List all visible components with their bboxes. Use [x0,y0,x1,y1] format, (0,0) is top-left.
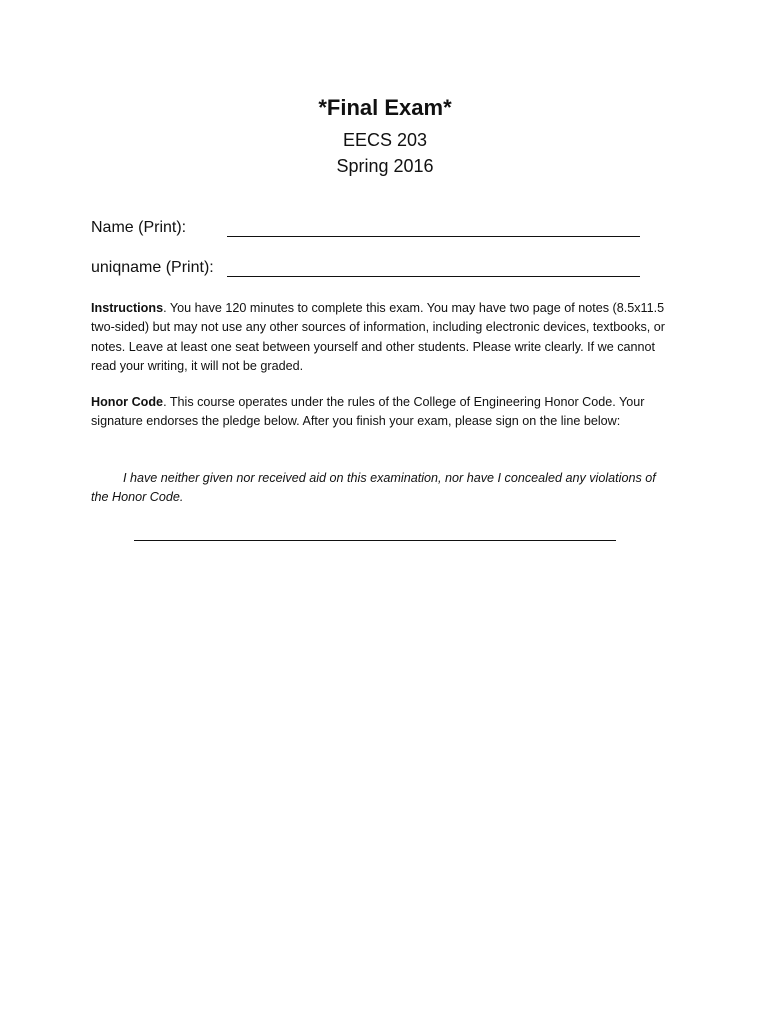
instructions-paragraph [91,299,671,376]
instructions-heading: Instructions [91,301,164,315]
uniqname-write-line [227,276,640,277]
course-code: EECS 203 [342,130,428,150]
uniqname-field-row [91,257,651,281]
honor-code-heading: Honor Code [91,395,164,409]
signature-line [134,540,616,541]
uniqname-label: uniqname (Print): [91,259,214,276]
instructions-text: . You have 120 minutes to complete this exam. You may have two page of notes (8.5x11.5 two-sided) but may not use any other sources of information, including electronic devices, textbooks, or notes. Leave at least one seat between yourself and other students. Please write clearly. If we cannot read your writing, it will not be graded. [91,301,666,373]
exam-title: *Final Exam* [318,95,452,120]
name-field-row [91,217,651,241]
honor-code-text: . This course operates under the rules of the College of Engineering Honor Code. Your signature endorses the pledge below. After you finish your exam, please sign on the line below: [91,395,645,429]
honor-code-paragraph [91,393,671,432]
exam-term: Spring 2016 [336,156,434,176]
name-write-line [227,236,640,237]
honor-pledge: I have neither given nor received aid on this examination, nor have I concealed any violations of the Honor Code. [91,471,656,505]
name-label: Name (Print): [91,219,187,236]
